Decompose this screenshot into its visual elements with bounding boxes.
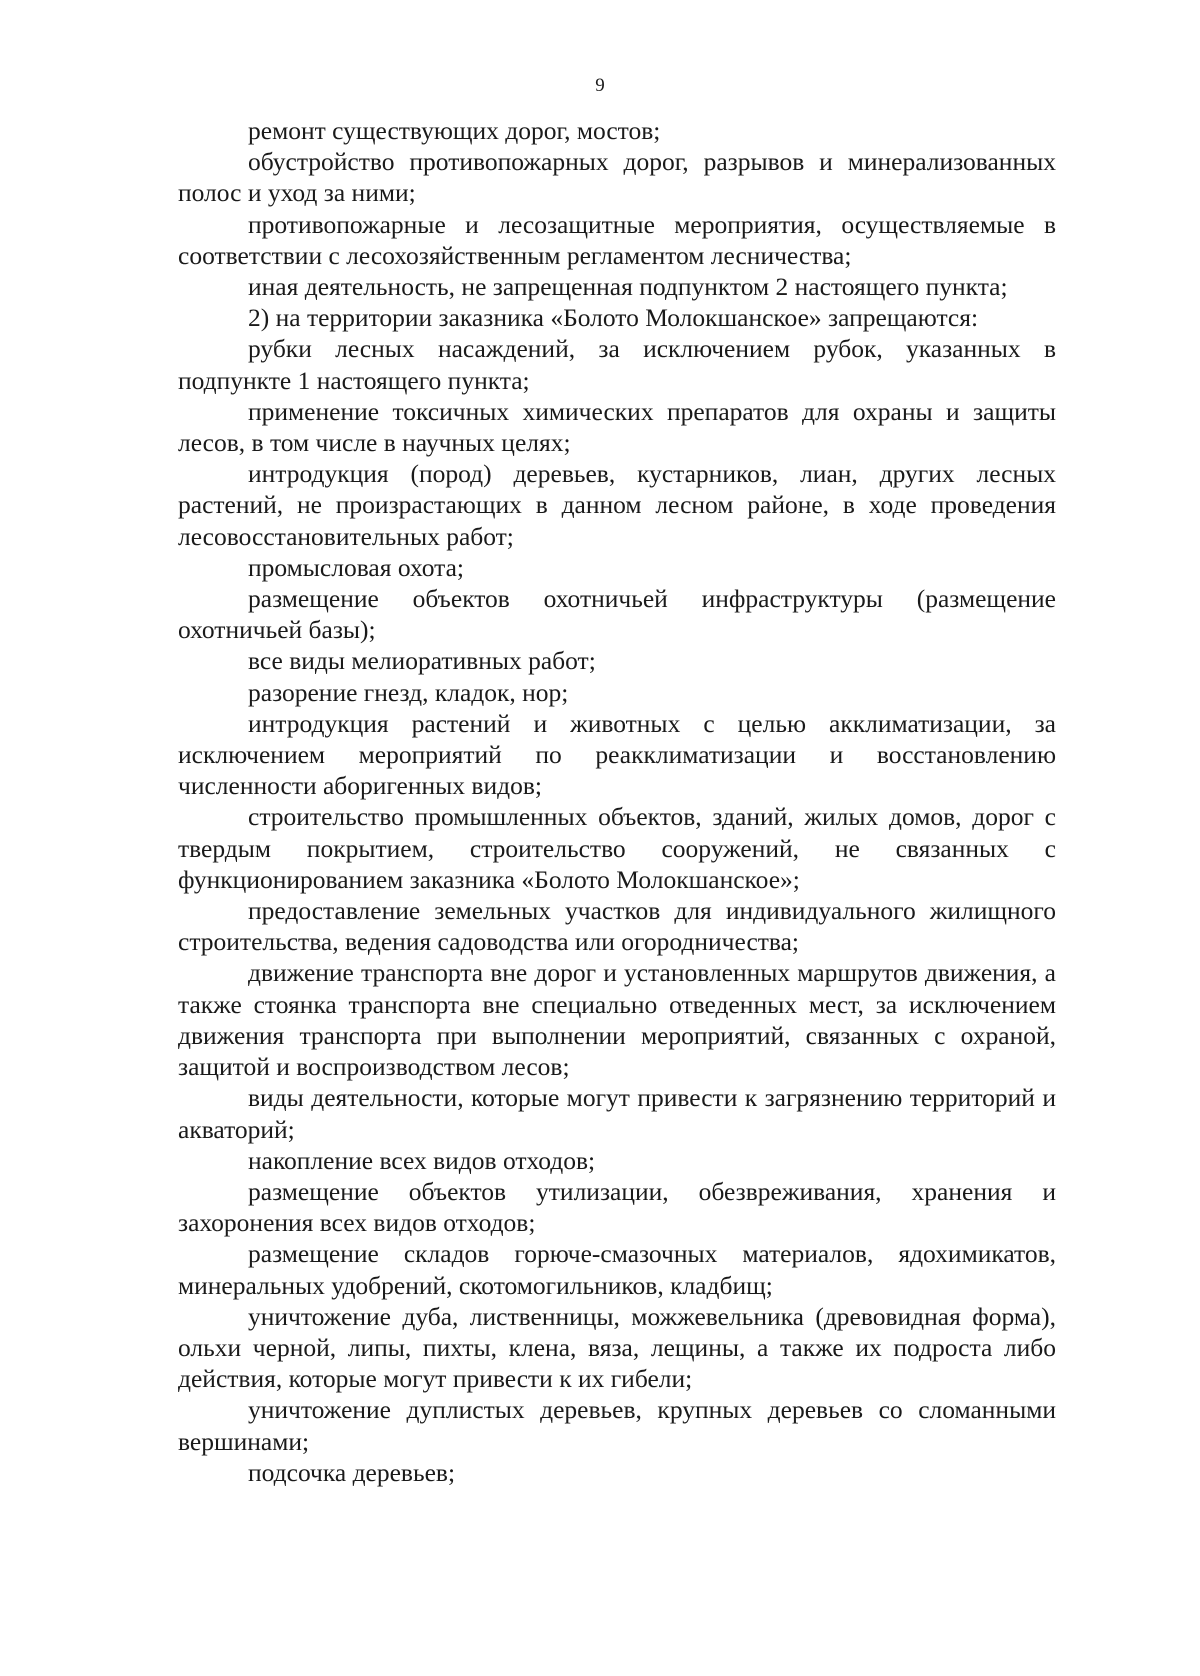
paragraph: промысловая охота; xyxy=(248,552,465,582)
page-number: 9 xyxy=(595,75,605,96)
paragraph: предоставление земельных участков для индивидуального жилищного строительства, ведения садоводства или огородничества; xyxy=(178,896,1056,957)
paragraph: обустройство противопожарных дорог, разрывов и минерализованных полос и уход за ними; xyxy=(178,147,1056,208)
paragraph: размещение объектов утилизации, обезвреживания, хранения и захоронения всех видов отходов; xyxy=(178,1176,1056,1238)
paragraph: подсочка деревьев; xyxy=(248,1457,456,1487)
paragraph: ремонт существующих дорог, мостов; xyxy=(248,116,661,145)
paragraph: разорение гнезд, кладок, нор; xyxy=(248,677,569,707)
paragraph: уничтожение дуба, лиственницы, можжевельника (древовидная форма), ольхи черной, липы, пихты, клена, вяза, лещины, а также их подроста либо действия, которые могут привести к их гибели; xyxy=(178,1301,1056,1394)
paragraph: размещение объектов охотничьей инфраструктуры (размещение охотничьей базы); xyxy=(178,584,1056,645)
paragraph: размещение складов горюче-смазочных материалов, ядохимикатов, минеральных удобрений, скотомогильников, кладбищ; xyxy=(178,1239,1056,1300)
paragraph: противопожарные и лесозащитные мероприятия, осуществляемые в соответствии с лесохозяйственным регламентом лесничества; xyxy=(178,209,1056,270)
paragraph: все виды мелиоративных работ; xyxy=(248,646,596,676)
paragraph: применение токсичных химических препаратов для охраны и защиты лесов, в том числе в научных целях; xyxy=(178,396,1056,458)
paragraph: виды деятельности, которые могут привести к загрязнению территорий и акваторий; xyxy=(178,1083,1056,1144)
paragraph: 2) на территории заказника «Болото Молокшанское» запрещаются: xyxy=(248,303,979,333)
paragraph: движение транспорта вне дорог и установленных маршрутов движения, а также стоянка транспорта вне специально отведенных мест, за исключением движения транспорта при выполнении мероприятий, связанных с охраной, защитой и воспроизводством лесов; xyxy=(178,958,1056,1082)
paragraph: иная деятельность, не запрещенная подпунктом 2 настоящего пункта; xyxy=(248,272,1008,302)
paragraph: накопление всех видов отходов; xyxy=(248,1145,596,1175)
paragraph: рубки лесных насаждений, за исключением рубок, указанных в подпункте 1 настоящего пункта; xyxy=(178,334,1056,395)
document-body xyxy=(178,115,1056,1488)
paragraph: интродукция (пород) деревьев, кустарников, лиан, других лесных растений, не произрастающих в данном лесном районе, в ходе проведения лесовосстановительных работ; xyxy=(178,459,1056,551)
paragraph: интродукция растений и животных с целью акклиматизации, за исключением мероприятий по реакклиматизации и восстановлению численности аборигенных видов; xyxy=(178,708,1056,801)
paragraph: уничтожение дуплистых деревьев, крупных деревьев со сломанными вершинами; xyxy=(178,1395,1056,1456)
paragraph: строительство промышленных объектов, зданий, жилых домов, дорог с твердым покрытием, строительство сооружений, не связанных с функционированием заказника «Болото Молокшанское»; xyxy=(178,802,1056,894)
